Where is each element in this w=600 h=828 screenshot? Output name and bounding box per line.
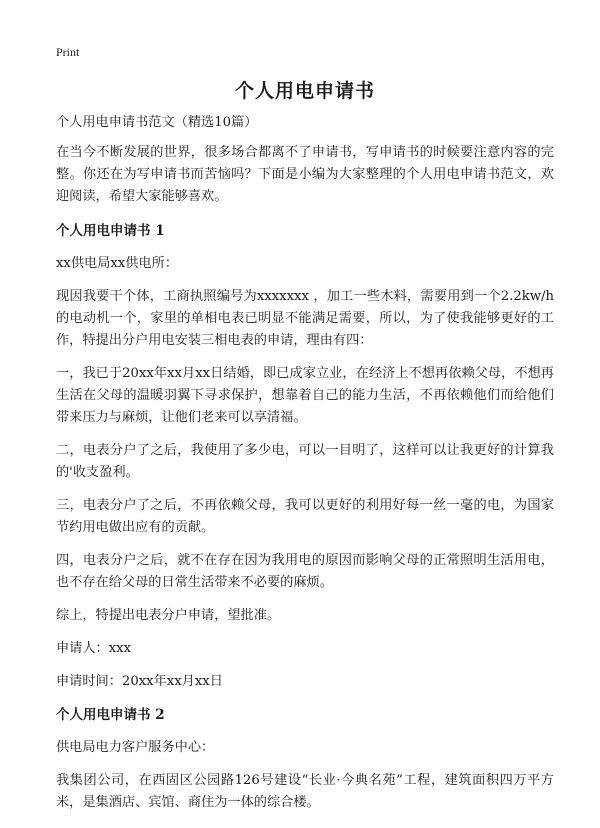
section-2-heading: 个人用电申请书 2 (56, 707, 165, 723)
section-1-heading: 个人用电申请书 1 (56, 223, 165, 239)
section-1-paragraph-2: 一，我已于20xx年xx月xx日结婚，即已成家立业，在经济上不想再依赖父母，不想再生活在父母的温暖羽翼下寻求保护，想靠着自己的能力生活，不再依赖他们而给他们带来压力与麻烦，让他们老来可以享清福。 (56, 366, 554, 425)
section-1-paragraph-5: 四，电表分户之后，就不在存在因为我用电的原因而影响父母的正常照明生活用电，也不存在给父母的日常生活带来不必要的麻烦。 (56, 553, 554, 590)
section-1-date: 申请时间：20xx年xx月xx日 (56, 674, 223, 689)
section-2-paragraph-1: 我集团公司，在西固区公园路126号建设“长业·今典名苑”工程，建筑面积四万平方米，是集酒店、宾馆、商住为一体的综合楼。 (56, 773, 554, 810)
section-1-paragraph-3: 二，电表分户了之后，我使用了多少电，可以一目明了，这样可以让我更好的计算我的'收支盈利。 (56, 443, 554, 480)
intro-paragraph: 在当今不断发展的世界，很多场合都离不了申请书，写申请书的时候要注意内容的完整。你还在为写申请书而苦恼吗？下面是小编为大家整理的个人用电申请书范文，欢迎阅读，希望大家能够喜欢。 (56, 145, 554, 204)
section-1-applicant: 申请人：xxx (56, 641, 132, 656)
section-1-paragraph-6: 综上，特提出电表分户申请，望批准。 (56, 608, 281, 623)
section-2-salutation: 供电局电力客户服务中心： (56, 740, 215, 755)
document-subtitle: 个人用电申请书范文（精选10篇） (56, 115, 258, 130)
section-1-paragraph-1: 现因我要干个体，工商执照编号为xxxxxxx ，加工一些木料，需要用到一个2.2kw/h的电动机一个，家里的单相电表已明显不能满足需要，所以，为了使我能够更好的工作，特提出分户用电安装三相电表的申请，理由有四： (56, 289, 554, 348)
section-1-paragraph-4: 三，电表分户了之后，不再依赖父母，我可以更好的利用好每一丝一毫的电，为国家节约用电做出应有的贡献。 (56, 498, 554, 535)
print-label[interactable]: Print (56, 45, 80, 59)
section-1-salutation: xx供电局xx供电所： (56, 256, 179, 271)
document-title: 个人用电申请书 (234, 80, 375, 102)
